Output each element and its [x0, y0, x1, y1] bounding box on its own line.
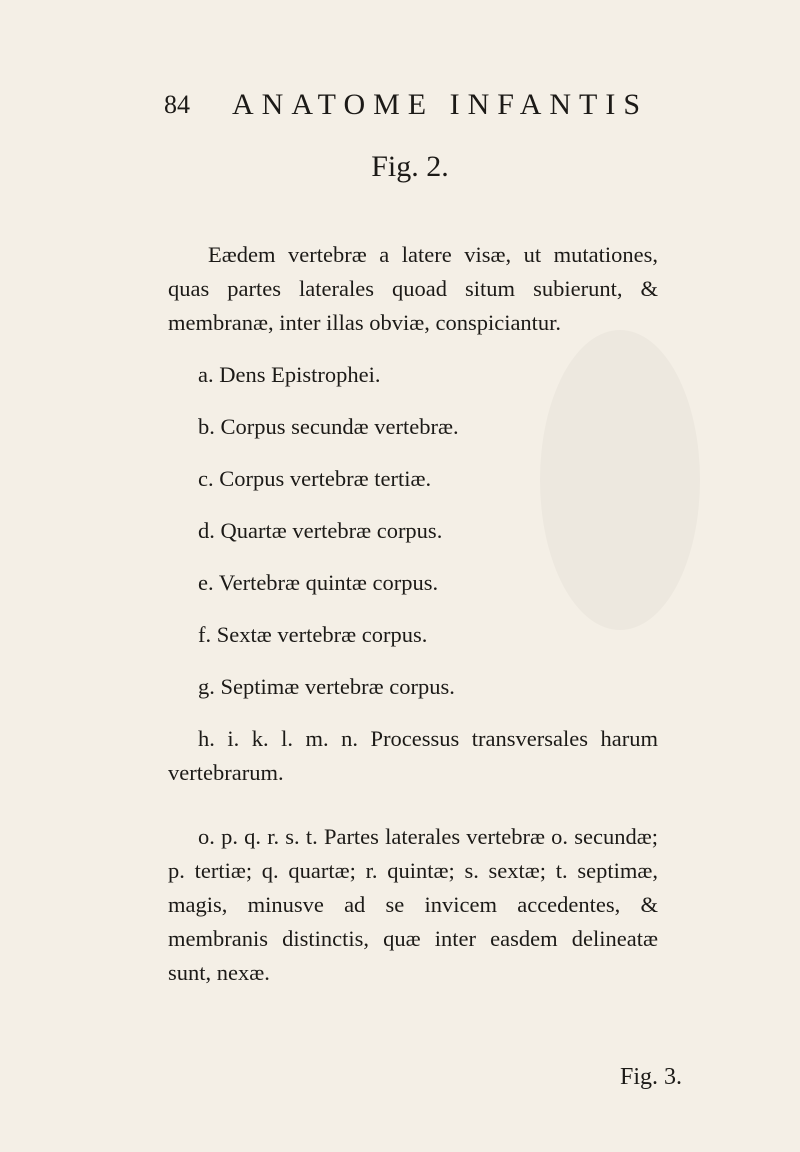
figure-description — [168, 238, 658, 990]
catchword: Fig. 3. — [620, 1064, 683, 1090]
intro-paragraph: Eædem vertebræ a latere visæ, ut mutationes, quas partes laterales quoad situm subierunt, & membranæ, inter illas obviæ, conspiciantur. — [168, 242, 658, 335]
legend-item-h-n: h. i. k. l. m. n. Processus transversales harum vertebrarum. — [168, 726, 658, 785]
legend-item-c: c. Corpus vertebræ tertiæ. — [198, 466, 432, 491]
page-number: 84 — [164, 90, 190, 119]
legend-item-a: a. Dens Epistrophei. — [198, 362, 381, 387]
figure-heading: Fig. 2. — [371, 150, 449, 183]
running-title: ANATOME INFANTIS — [232, 88, 649, 121]
page-header — [164, 88, 664, 128]
legend-item-d: d. Quartæ vertebræ corpus. — [198, 518, 443, 543]
legend-item-e: e. Vertebræ quintæ corpus. — [198, 570, 439, 595]
legend-item-g: g. Septimæ vertebræ corpus. — [198, 674, 455, 699]
legend-item-o-t: o. p. q. r. s. t. Partes laterales vertebræ o. secundæ; p. tertiæ; q. quartæ; r. quintæ; s. sextæ; t. septimæ, magis, minusve ad se invicem accedentes, & membranis distinctis, quæ inter easdem delineatæ sunt, nexæ. — [168, 824, 658, 985]
legend-item-f: f. Sextæ vertebræ corpus. — [198, 622, 428, 647]
legend-item-b: b. Corpus secundæ vertebræ. — [198, 414, 459, 439]
